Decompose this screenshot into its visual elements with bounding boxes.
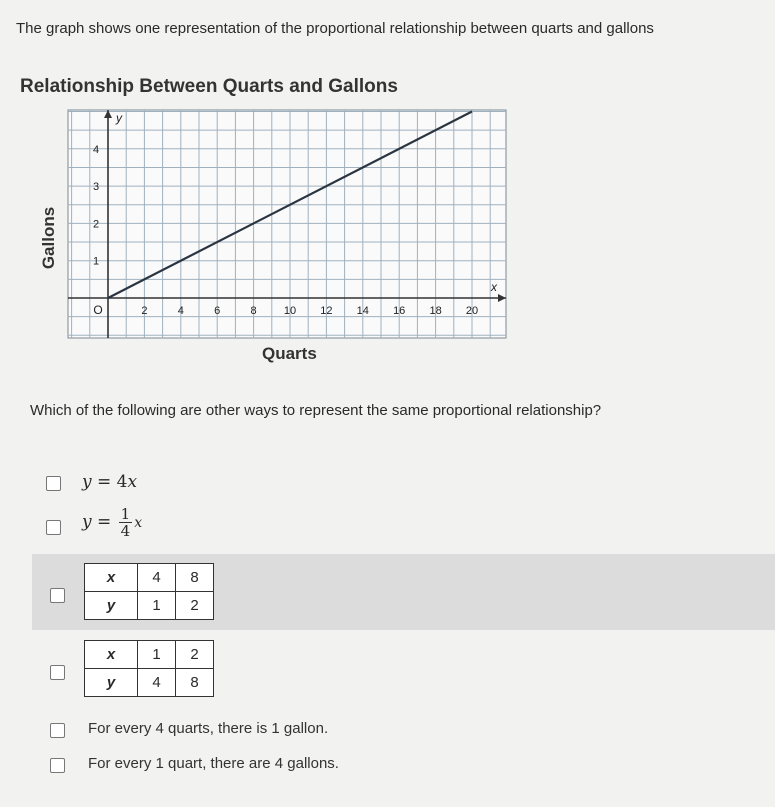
option-2-denominator: 4 xyxy=(120,522,131,540)
option-4-checkbox[interactable] xyxy=(50,665,65,680)
option-3-header-x: x xyxy=(85,564,138,592)
option-4-header-y: y xyxy=(85,669,138,697)
y-axis-letter: y xyxy=(116,111,122,125)
option-6-checkbox[interactable] xyxy=(50,758,65,773)
option-2-equation xyxy=(82,506,142,539)
option-3-checkbox[interactable] xyxy=(50,588,65,603)
option-4-cell: 2 xyxy=(176,641,214,669)
question-text: Which of the following are other ways to represent the same proportional relationship? xyxy=(30,402,602,419)
option-3-cell: 2 xyxy=(176,592,214,620)
option-2-equals: = xyxy=(97,512,112,532)
option-5-checkbox[interactable] xyxy=(50,723,65,738)
x-axis-letter: x xyxy=(491,280,497,294)
option-3-table xyxy=(84,563,214,620)
option-5-text: For every 4 quarts, there is 1 gallon. xyxy=(88,720,329,737)
graph-background xyxy=(68,110,506,338)
x-tick-label: 4 xyxy=(177,305,184,317)
option-4-cell: 4 xyxy=(138,669,176,697)
option-4-cell: 1 xyxy=(138,641,176,669)
option-3-header-y: y xyxy=(85,592,138,620)
option-2-lhs: y xyxy=(82,512,92,532)
y-tick-label: 2 xyxy=(92,218,100,231)
question-prompt: The graph shows one representation of the proportional relationship between quarts and gallons xyxy=(16,20,654,37)
option-1-equation xyxy=(82,472,137,492)
y-tick-label: 1 xyxy=(92,255,100,268)
option-4-table xyxy=(84,640,214,697)
option-1-checkbox[interactable] xyxy=(46,476,61,491)
option-2-numerator: 1 xyxy=(120,505,131,523)
x-tick-label: 6 xyxy=(214,305,221,317)
option-2-var: x xyxy=(134,515,143,531)
proportional-graph xyxy=(0,0,775,400)
option-1-lhs: y xyxy=(82,472,92,492)
x-tick-label: 8 xyxy=(250,305,257,317)
y-axis-title: Gallons xyxy=(39,206,59,270)
y-tick-label: 4 xyxy=(92,143,100,156)
chart-title: Relationship Between Quarts and Gallons xyxy=(20,76,398,97)
x-tick-label: 18 xyxy=(429,305,442,317)
origin-label: O xyxy=(93,303,103,317)
option-1-equals: = xyxy=(97,472,112,492)
x-axis-title: Quarts xyxy=(262,344,317,363)
option-4-header-x: x xyxy=(85,641,138,669)
x-tick-label: 10 xyxy=(283,305,297,317)
option-6-text: For every 1 quart, there are 4 gallons. xyxy=(88,755,339,772)
x-tick-label: 14 xyxy=(356,305,369,317)
option-3-cell: 8 xyxy=(176,564,214,592)
option-3-cell: 4 xyxy=(138,564,176,592)
option-2-fraction xyxy=(119,506,133,539)
x-tick-label: 16 xyxy=(393,305,406,317)
option-4-cell: 8 xyxy=(176,669,214,697)
option-1-var: x xyxy=(127,472,138,492)
option-2-checkbox[interactable] xyxy=(46,520,61,535)
y-tick-label: 3 xyxy=(92,181,100,194)
x-tick-label: 2 xyxy=(141,305,148,317)
x-tick-label: 12 xyxy=(320,305,333,317)
option-3-cell: 1 xyxy=(138,592,176,620)
option-1-coefficient: 4 xyxy=(116,472,128,492)
x-tick-label: 20 xyxy=(465,305,479,317)
